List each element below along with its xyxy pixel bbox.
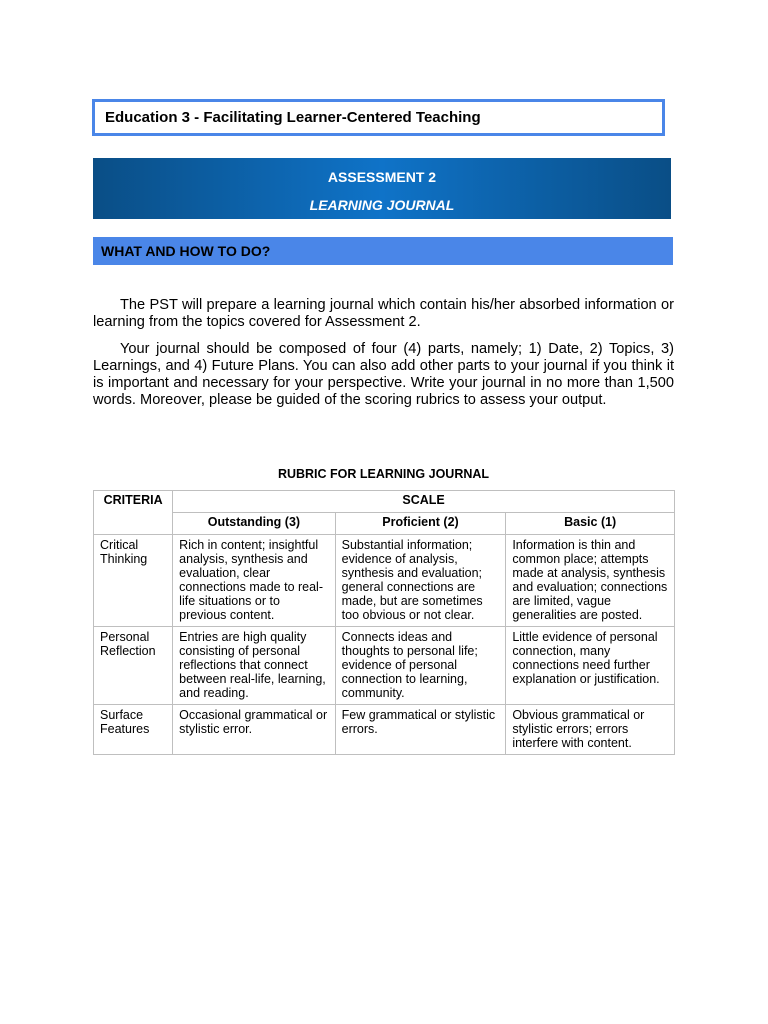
rubric-title: RUBRIC FOR LEARNING JOURNAL (277, 467, 490, 481)
criterion-cell: Surface Features (94, 705, 173, 755)
level-header-basic: Basic (1) (506, 513, 675, 535)
course-title: Education 3 - Facilitating Learner-Centered Teaching (105, 109, 481, 126)
table-row (94, 705, 675, 755)
criterion-cell: Personal Reflection (94, 627, 173, 705)
table-cell: Rich in content; insightful analysis, synthesis and evaluation, clear connections made to real-life situations or to previous content. (173, 535, 335, 627)
instruction-paragraph-2: Your journal should be composed of four (4) parts, namely; 1) Date, 2) Topics, 3) Learnings, and 4) Future Plans. You can also add other parts to your journal if you think it is important and necessary for your perspective. Write your journal in no more than 1,500 words. Moreover, please be guided of the scoring rubrics to assess your output. (93, 341, 674, 408)
rubric-header-row (94, 491, 675, 513)
assessment-name: LEARNING JOURNAL (309, 197, 455, 213)
table-cell: Occasional grammatical or stylistic error. (173, 705, 335, 755)
table-row (94, 535, 675, 627)
table-cell: Obvious grammatical or stylistic errors; errors interfere with content. (506, 705, 675, 755)
table-cell: Substantial information; evidence of analysis, synthesis and evaluation; general connections are made, but are sometimes too obvious or not clear. (335, 535, 506, 627)
table-cell: Little evidence of personal connection, many connections need further explanation or justification. (506, 627, 675, 705)
table-cell: Connects ideas and thoughts to personal life; evidence of personal connection to learning, community. (335, 627, 506, 705)
level-header-proficient: Proficient (2) (335, 513, 506, 535)
table-row (94, 627, 675, 705)
table-cell: Information is thin and common place; attempts made at analysis, synthesis and evaluation; connections are limited, vague generalities are posted. (506, 535, 675, 627)
assessment-banner (93, 158, 671, 219)
criteria-header: CRITERIA (94, 491, 173, 535)
rubric-table (93, 490, 675, 755)
section-heading: WHAT AND HOW TO DO? (101, 243, 271, 259)
scale-header: SCALE (173, 491, 675, 513)
course-title-box (92, 99, 665, 136)
instruction-paragraph-1: The PST will prepare a learning journal which contain his/her absorbed information or learning from the topics covered for Assessment 2. (93, 297, 674, 330)
table-cell: Entries are high quality consisting of personal reflections that connect between real-life, learning, and reading. (173, 627, 335, 705)
table-cell: Few grammatical or stylistic errors. (335, 705, 506, 755)
section-heading-bar (93, 237, 673, 265)
criterion-cell: Critical Thinking (94, 535, 173, 627)
assessment-number: ASSESSMENT 2 (327, 169, 437, 185)
level-header-outstanding: Outstanding (3) (173, 513, 335, 535)
rubric-levels-row (94, 513, 675, 535)
